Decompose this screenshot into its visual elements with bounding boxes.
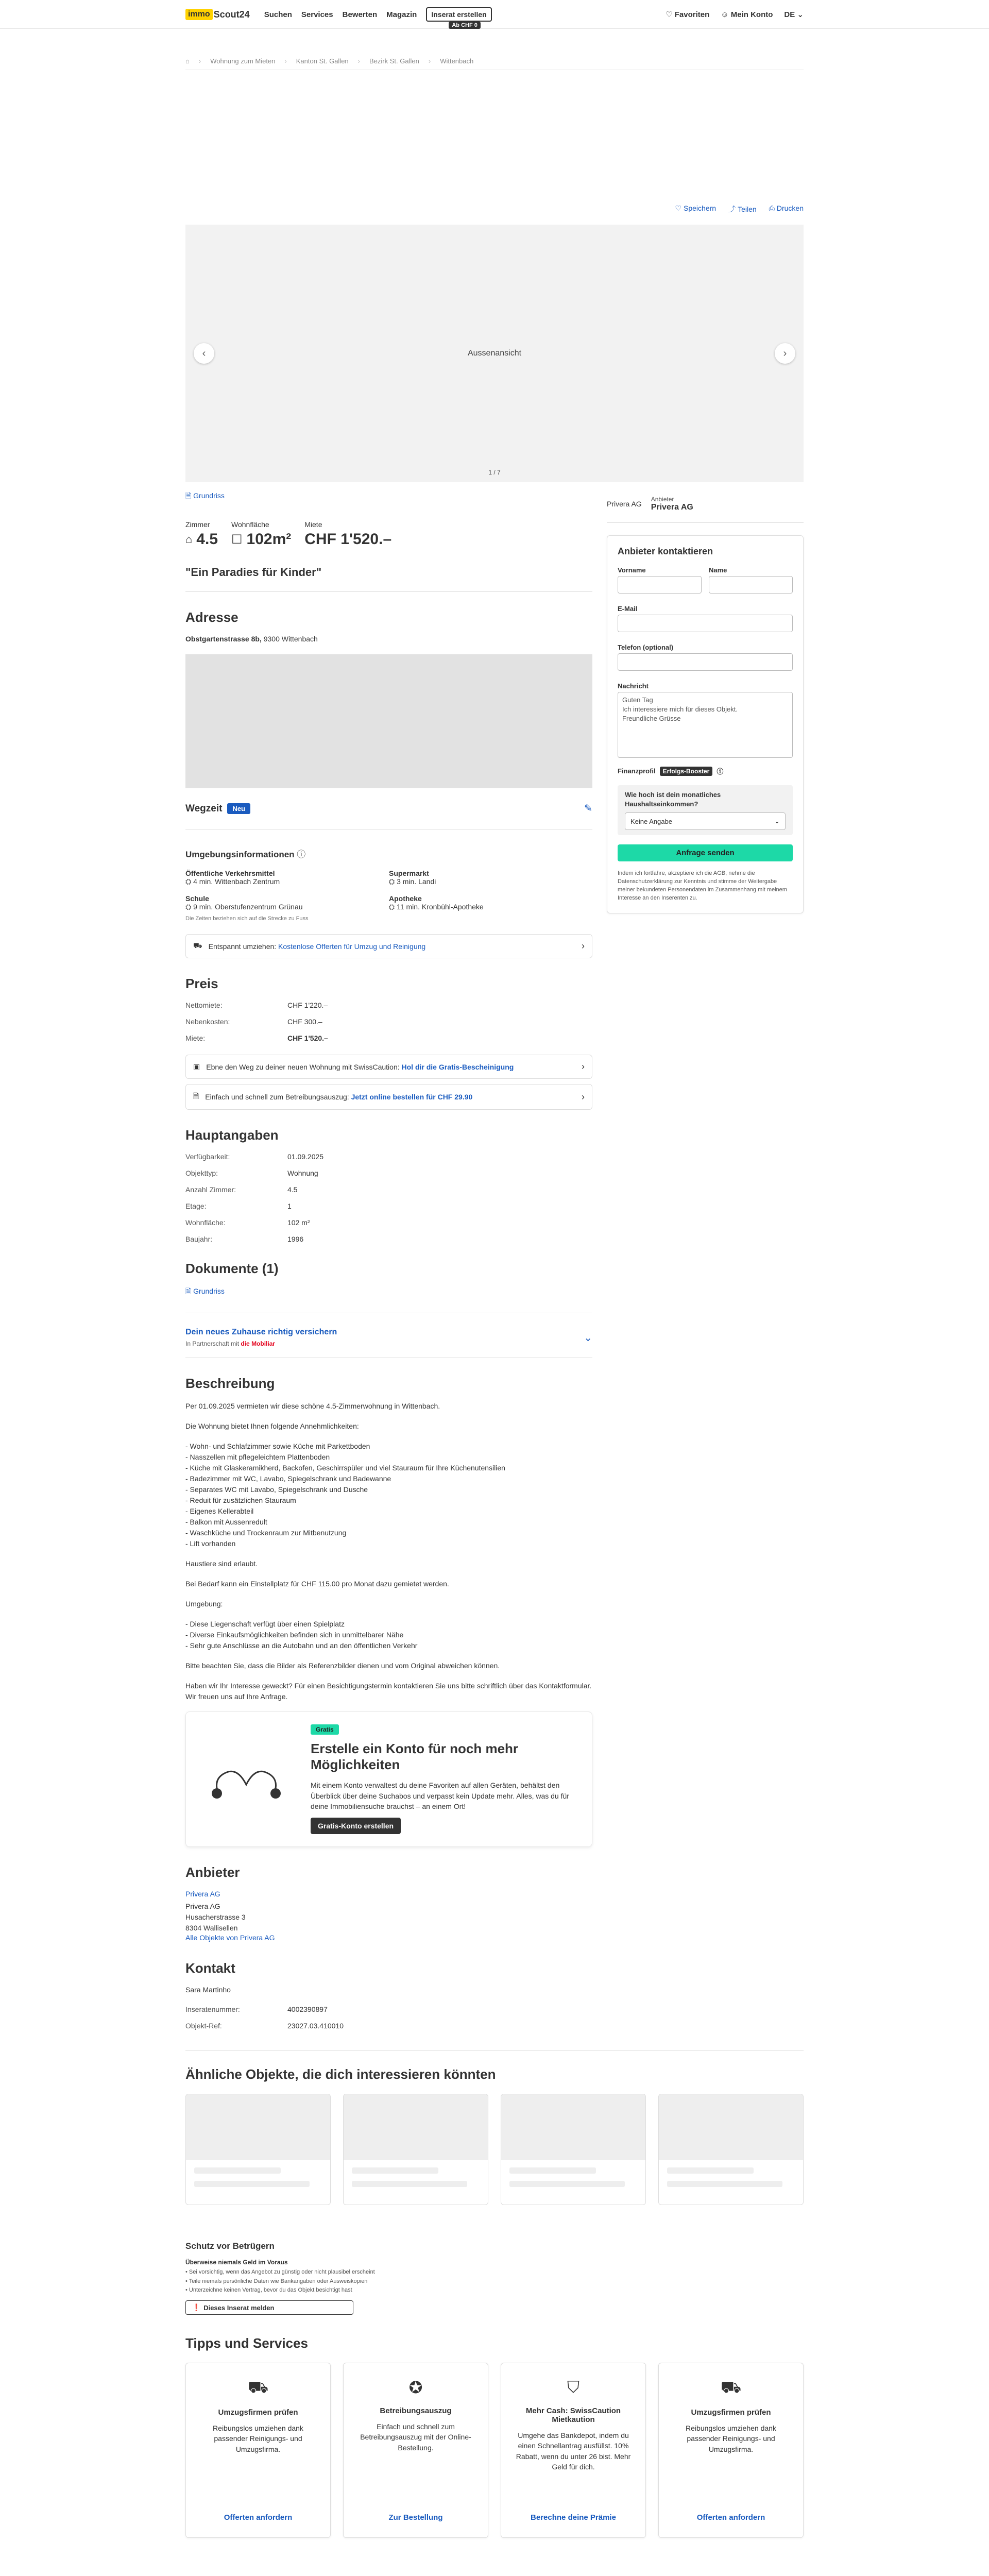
walk-icon: ⛭ <box>185 877 192 886</box>
info-icon[interactable]: ⓘ <box>717 768 724 775</box>
promo-link[interactable]: Kostenlose Offerten für Umzug und Reinigung <box>278 942 426 951</box>
price-value: CHF 1'520.– <box>287 1034 328 1042</box>
message-textarea[interactable]: Guten Tag Ich interessiere mich für dieses Objekt. Freundliche Grüsse <box>618 692 793 758</box>
main-info-table <box>185 1153 592 1243</box>
favorites-label: Favoriten <box>674 10 710 19</box>
tip-link[interactable]: Offerten anfordern <box>224 2513 293 2522</box>
favorites-link[interactable] <box>666 10 709 19</box>
placeholder-line <box>352 2181 467 2187</box>
info-value: 01.09.2025 <box>287 1153 324 1161</box>
contact-table <box>185 2005 592 2030</box>
fact-area <box>231 520 291 548</box>
print-label: Drucken <box>776 204 804 212</box>
description <box>185 1376 592 1702</box>
description-paragraph: Per 01.09.2025 vermieten wir diese schöne 4.5-Zimmerwohnung in Wittenbach. <box>185 1402 440 1410</box>
promo-text <box>205 1093 472 1101</box>
document-icon: 🗎 <box>185 492 192 500</box>
placeholder-image <box>344 2094 488 2160</box>
breadcrumb-item[interactable]: Wittenbach <box>440 57 474 65</box>
provider-logo[interactable]: Privera AG <box>185 1890 220 1899</box>
surrounding-value: 9 min. Oberstufenzentrum Grünau <box>193 903 303 911</box>
provider-label: Anbieter <box>651 496 674 503</box>
moving-promo[interactable] <box>185 934 592 958</box>
contact-heading: Kontakt <box>185 1960 235 1976</box>
create-account-button[interactable]: Gratis-Konto erstellen <box>311 1818 401 1834</box>
provider-name: Privera AG <box>651 503 693 512</box>
image-gallery[interactable] <box>185 225 804 482</box>
price-heading: Preis <box>185 976 218 991</box>
email-label: E-Mail <box>618 605 638 613</box>
fact-label: Miete <box>304 520 322 529</box>
tip-text: Einfach und schnell zum Betreibungsauszug mit der Online-Bestellung. <box>360 2422 471 2452</box>
report-listing-label: Dieses Inserat melden <box>203 2303 275 2312</box>
logo-text: Scout24 <box>213 9 250 20</box>
surrounding-label: Apotheke <box>389 894 422 903</box>
certificate-icon: ▣ <box>193 1062 200 1071</box>
address-line <box>185 635 592 643</box>
heart-hands-icon <box>202 1724 290 1834</box>
info-value: 1996 <box>287 1235 304 1243</box>
tips-heading: Tipps und Services <box>185 2335 308 2351</box>
print-button[interactable] <box>769 204 804 214</box>
walk-icon: ⛭ <box>389 903 395 911</box>
logo-mark: immo <box>185 9 213 20</box>
price-value: CHF 1'220.– <box>287 1001 328 1009</box>
home-icon[interactable]: ⌂ <box>185 57 190 65</box>
fact-label: Zimmer <box>185 520 210 529</box>
income-select[interactable] <box>625 812 786 830</box>
new-badge: Neu <box>227 803 250 814</box>
swisscaution-promo[interactable] <box>185 1055 592 1079</box>
contact-form-title: Anbieter kontaktieren <box>618 546 713 556</box>
account-card-title: Erstelle ein Konto für noch mehr Möglichkeiten <box>311 1741 519 1773</box>
nav-suchen[interactable]: Suchen <box>264 10 292 19</box>
account-card <box>185 1711 592 1847</box>
tip-text: Reibungslos umziehen dank passender Reinigungs- und Umzugsfirma. <box>213 2424 303 2453</box>
insurance-title: Dein neues Zuhause richtig versichern <box>185 1328 337 1336</box>
nav-magazin[interactable]: Magazin <box>386 10 417 19</box>
document-icon: 🗎 <box>185 1287 192 1295</box>
address-heading: Adresse <box>185 609 238 625</box>
send-inquiry-button[interactable]: Anfrage senden <box>618 844 793 861</box>
listing-title: "Ein Paradies für Kinder" <box>185 566 592 592</box>
finprofile-row <box>618 766 793 776</box>
description-features: - Wohn- und Schlafzimmer sowie Küche mit Parkettboden - Nasszellen mit pflegeleichtem Plattenboden - Küche mit Glaskeramikherd, Backofen, Geschirrspüler und viel Stauraum für Ihre Küchenutensilien - Badezimmer mit WC, Lavabo, Spiegelschrank und Badewanne - Separates WC mit Lavabo, Spiegelschrank und Dusche - Reduit für zusätzlichen Stauraum - Eigenes Kellerabteil - Balkon mit Aussenredult - Waschküche und Trockenraum zur Mitbenutzung - Lift vorhanden <box>185 1442 505 1548</box>
income-question: Wie hoch ist dein monatliches Haushaltseinkommen? <box>625 791 721 808</box>
report-listing-button[interactable] <box>185 2300 353 2315</box>
account-link[interactable] <box>721 10 773 19</box>
fraud-section <box>185 2241 804 2315</box>
breadcrumb-item[interactable]: Kanton St. Gallen <box>296 57 349 65</box>
chevron-right-icon: › <box>582 1091 585 1102</box>
nav-bewerten[interactable]: Bewerten <box>342 10 378 19</box>
logo[interactable] <box>185 9 250 20</box>
walk-icon: ⛭ <box>389 877 395 886</box>
message-label: Nachricht <box>618 682 649 690</box>
promo-text-a: Einfach und schnell zum Betreibungsauszug: <box>205 1093 349 1101</box>
description-environment: - Diese Liegenschaft verfügt über einen Spielplatz - Diverse Einkaufsmöglichkeiten befinden sich in unmittelbarer Nähe - Sehr gute Anschlüsse an die Autobahn und an den öffentlichen Verkehr <box>185 1620 418 1650</box>
surrounding-item <box>389 894 592 911</box>
share-label: Teilen <box>738 205 757 213</box>
badge-icon: ✪ <box>408 2378 423 2397</box>
chevron-right-icon: › <box>357 57 361 65</box>
promo-text-a: Ebne den Weg zu deiner neuen Wohnung mit SwissCaution: <box>206 1062 400 1071</box>
tip-link[interactable]: Offerten anfordern <box>696 2513 765 2522</box>
tip-title: Umzugsfirmen prüfen <box>691 2408 771 2417</box>
promo-link[interactable]: Hol dir die Gratis-Bescheinigung <box>401 1062 514 1071</box>
surroundings-heading <box>185 847 592 860</box>
placeholder-line <box>194 2181 310 2187</box>
insert-badge: Ab CHF 0 <box>449 22 481 29</box>
provider-logo: Privera AG <box>607 500 642 508</box>
description-paragraph: Die Wohnung bietet Ihnen folgende Annehmlichkeiten: <box>185 1422 359 1430</box>
contact-name: Sara Martinho <box>185 1986 231 1994</box>
fraud-main-tip: Überweise niemals Geld im Voraus <box>185 2259 288 2266</box>
share-icon: ⤴ <box>728 205 736 213</box>
tip-title: Betreibungsauszug <box>380 2406 452 2416</box>
similar-card-placeholder[interactable] <box>343 2094 488 2205</box>
contact-form <box>607 535 804 913</box>
placeholder-line <box>667 2167 754 2174</box>
alert-icon: ❗ <box>192 2303 201 2312</box>
placeholder-image <box>501 2094 645 2160</box>
info-value: 1 <box>287 1202 292 1210</box>
gallery-next-button[interactable] <box>775 343 795 364</box>
insurance-promo[interactable] <box>185 1328 592 1358</box>
fraud-tips: • Sei vorsichtig, wenn das Angebot zu günstig oder nicht plausibel erscheint • Teile niemals persönliche Daten wie Bankangaben oder Ausweiskopien • Unterzeichne keinen Vertrag, bevor du das Objekt besichtigt hast <box>185 2269 375 2294</box>
tip-title: Mehr Cash: SwissCaution Mietkaution <box>525 2406 621 2425</box>
description-paragraph: Haustiere sind erlaubt. <box>185 1560 258 1568</box>
provider-address: Privera AG Husacherstrasse 3 8304 Wallisellen <box>185 1902 246 1933</box>
language-select[interactable] <box>784 10 804 19</box>
user-icon: ☺ <box>721 10 729 19</box>
booster-badge: Erfolgs-Booster <box>660 767 713 776</box>
breadcrumb <box>185 29 804 70</box>
area-icon: ☐ <box>231 532 243 547</box>
price-label: Miete: <box>185 1034 206 1042</box>
tips-list <box>185 2363 804 2538</box>
placeholder-line <box>509 2181 625 2187</box>
info-icon[interactable]: ⓘ <box>297 850 306 859</box>
description-paragraph: Bei Bedarf kann ein Einstellplatz für CHF 115.00 pro Monat dazu gemietet werden. <box>185 1580 449 1588</box>
placeholder-image <box>186 2094 330 2160</box>
account-card-text: Mit einem Konto verwaltest du deine Favoriten auf allen Geräten, behältst den Überblick über deine Suchabos und verpasst kein Update mehr. Alles, was du für deine Immobiliensuche brauchst – an einem Ort! <box>311 1781 569 1810</box>
surrounding-value: 4 min. Wittenbach Zentrum <box>193 877 280 886</box>
provider-heading: Anbieter <box>185 1865 240 1880</box>
print-icon: ⎙ <box>769 204 775 212</box>
walk-icon: ⛭ <box>185 903 192 911</box>
surrounding-label: Supermarkt <box>389 869 429 877</box>
tip-card <box>658 2363 804 2538</box>
map[interactable] <box>185 654 592 788</box>
price-label: Nebenkosten: <box>185 1018 230 1026</box>
document-link-label: Grundriss <box>193 1287 225 1295</box>
address-street: Obstgartenstrasse 8b, <box>185 635 262 643</box>
info-label: Objekttyp: <box>185 1169 218 1177</box>
chevron-right-icon: › <box>582 941 585 951</box>
surroundings-heading-text: Umgebungsinformationen <box>185 850 295 859</box>
finprofile-label: Finanzprofil <box>618 767 656 775</box>
chevron-right-icon: › <box>783 347 787 359</box>
contact-value: 23027.03.410010 <box>287 2022 344 2030</box>
chevron-right-icon: › <box>582 1061 585 1072</box>
sidebar <box>607 490 804 2030</box>
contact-label: Objekt-Ref: <box>185 2022 222 2030</box>
info-value: 4.5 <box>287 1185 298 1194</box>
heart-icon: ♡ <box>666 10 673 19</box>
description-paragraph: Haben wir Ihr Interesse geweckt? Für einen Besichtigungstermin kontaktieren Sie uns bitte schriftlich über das Kontaktformular. Wir freuen uns auf Ihre Anfrage. <box>185 1682 592 1701</box>
mobiliar-logo: die Mobiliar <box>241 1340 276 1347</box>
placeholder-image <box>659 2094 803 2160</box>
info-value: Wohnung <box>287 1169 318 1177</box>
promo-text <box>209 942 426 951</box>
price-table <box>185 1001 592 1042</box>
main-info-heading: Hauptangaben <box>185 1127 279 1143</box>
firstname-label: Vorname <box>618 566 646 574</box>
gallery-counter: 1 / 7 <box>488 469 501 476</box>
tip-card <box>185 2363 331 2538</box>
share-button[interactable] <box>728 204 757 214</box>
tip-text: Umgehe das Bankdepot, indem du einen Schnellantrag ausfüllst. 10% Rabatt, wenn du unter 26 bist. Mehr Geld für dich. <box>516 2431 631 2471</box>
document-link[interactable] <box>185 1286 592 1298</box>
fact-value: 4.5 <box>196 531 218 548</box>
listing-actions <box>185 204 804 214</box>
promo-text <box>206 1063 514 1071</box>
placeholder-line <box>509 2167 596 2174</box>
heart-icon: ♡ <box>675 204 682 212</box>
insert-button-label: Inserat erstellen <box>431 10 487 19</box>
phone-input[interactable] <box>618 653 793 671</box>
placeholder-line <box>194 2167 281 2174</box>
fact-rent <box>304 520 391 548</box>
promo-link[interactable]: Jetzt online bestellen für CHF 29.90 <box>351 1093 473 1101</box>
room-icon: ⌂ <box>185 533 193 546</box>
gallery-prev-button[interactable] <box>194 343 214 364</box>
provider-summary <box>607 496 804 523</box>
save-button[interactable] <box>675 204 716 214</box>
similar-card-placeholder[interactable] <box>501 2094 646 2205</box>
floorplan-link-label: Grundriss <box>193 492 225 500</box>
shield-icon: ⛉ <box>567 2378 579 2397</box>
gallery-image-alt: Aussenansicht <box>467 349 522 358</box>
info-label: Anzahl Zimmer: <box>185 1185 236 1194</box>
surrounding-value: 3 min. Landi <box>397 877 436 886</box>
fact-value: CHF 1'520.– <box>304 531 392 548</box>
wegzeit-label: Wegzeit <box>185 803 223 814</box>
description-paragraph: Umgebung: <box>185 1600 223 1608</box>
floorplan-link[interactable] <box>185 490 592 503</box>
language-label: DE <box>784 10 795 19</box>
main-nav <box>264 7 492 28</box>
email-input[interactable] <box>618 615 793 632</box>
save-label: Speichern <box>684 204 717 212</box>
contact-value: 4002390897 <box>287 2005 328 2014</box>
income-select-value: Keine Angabe <box>630 817 672 825</box>
breadcrumb-item[interactable]: Bezirk St. Gallen <box>369 57 419 65</box>
address-city: 9300 Wittenbach <box>263 635 318 643</box>
legal-note: Indem ich fortfahre, akzeptiere ich die AGB, nehme die Datenschutzerklärung zur Kenntnis und stimme der Weitergabe meiner bekundeten Personendaten im Zusammenhang mit meinem Interesse an den Inserenten zu. <box>618 870 787 901</box>
firstname-input[interactable] <box>618 576 702 594</box>
price-value: CHF 300.– <box>287 1018 322 1026</box>
description-paragraph: Bitte beachten Sie, dass die Bilder als Referenzbilder dienen und vom Original abweichen können. <box>185 1662 500 1670</box>
info-value: 102 m² <box>287 1218 310 1227</box>
chevron-right-icon: › <box>284 57 287 65</box>
nav-services[interactable]: Services <box>301 10 333 19</box>
info-label: Etage: <box>185 1202 207 1210</box>
surrounding-item <box>185 869 389 886</box>
wegzeit-row <box>185 803 592 829</box>
truck-icon: ⛟ <box>193 941 202 950</box>
truck-icon: ⛟ <box>247 2378 269 2397</box>
similar-list <box>185 2094 804 2205</box>
main-column <box>185 490 592 2030</box>
similar-card-placeholder[interactable] <box>185 2094 331 2205</box>
documents-heading: Dokumente (1) <box>185 1261 279 1276</box>
info-label: Baujahr: <box>185 1235 213 1243</box>
surrounding-label: Schule <box>185 894 209 903</box>
document-icon: 🗎 <box>193 1092 199 1100</box>
placeholder-line <box>352 2167 438 2174</box>
breadcrumb-item[interactable]: Wohnung zum Mieten <box>210 57 276 65</box>
placeholder-line <box>667 2181 782 2187</box>
lastname-label: Name <box>709 566 727 574</box>
tip-title: Umzugsfirmen prüfen <box>218 2408 298 2417</box>
chevron-down-icon: ⌄ <box>584 1332 592 1344</box>
betreibung-promo[interactable] <box>185 1084 592 1110</box>
contact-label: Inseratenummer: <box>185 2005 240 2014</box>
info-label: Verfügbarkeit: <box>185 1153 230 1161</box>
account-label: Mein Konto <box>730 10 773 19</box>
insert-button[interactable] <box>426 7 491 28</box>
header-right <box>666 10 804 19</box>
fact-value: 102m² <box>246 531 292 548</box>
truck-icon: ⛟ <box>720 2378 742 2397</box>
description-heading: Beschreibung <box>185 1376 275 1391</box>
fact-label: Wohnfläche <box>231 520 269 529</box>
promo-text-a: Entspannt umziehen: <box>208 942 277 951</box>
chevron-right-icon: › <box>198 57 201 65</box>
provider-all-listings-link[interactable]: Alle Objekte von Privera AG <box>185 1934 275 1942</box>
chevron-down-icon: ⌄ <box>797 10 804 19</box>
chevron-right-icon: › <box>428 57 431 65</box>
income-box <box>618 785 793 835</box>
surroundings-note: Die Zeiten beziehen sich auf die Strecke zu Fuss <box>185 916 309 922</box>
info-label: Wohnfläche: <box>185 1218 226 1227</box>
fact-rooms <box>185 520 218 548</box>
key-facts <box>185 520 592 548</box>
price-label: Nettomiete: <box>185 1001 223 1009</box>
surrounding-item <box>185 894 389 911</box>
tip-card <box>343 2363 488 2538</box>
fraud-heading: Schutz vor Betrügern <box>185 2241 275 2251</box>
similar-heading: Ähnliche Objekte, die dich interessieren könnten <box>185 2050 804 2082</box>
similar-card-placeholder[interactable] <box>658 2094 804 2205</box>
surrounding-label: Öffentliche Verkehrsmittel <box>185 869 275 877</box>
chevron-left-icon: ‹ <box>202 347 206 359</box>
surroundings-grid <box>185 869 592 911</box>
phone-label: Telefon (optional) <box>618 643 674 651</box>
surrounding-item <box>389 869 592 886</box>
edit-icon[interactable]: ✎ <box>584 803 592 814</box>
tip-link[interactable]: Zur Bestellung <box>388 2513 443 2522</box>
tip-link[interactable]: Berechne deine Prämie <box>531 2513 616 2522</box>
free-badge: Gratis <box>311 1724 339 1735</box>
tip-card <box>501 2363 646 2538</box>
tip-text: Reibungslos umziehen dank passender Reinigungs- und Umzugsfirma. <box>686 2424 776 2453</box>
insurance-partner-label: In Partnerschaft mit <box>185 1340 240 1347</box>
chevron-down-icon: ⌄ <box>774 817 780 825</box>
surrounding-value: 11 min. Kronbühl-Apotheke <box>397 903 484 911</box>
site-header <box>0 0 989 29</box>
lastname-input[interactable] <box>709 576 793 594</box>
